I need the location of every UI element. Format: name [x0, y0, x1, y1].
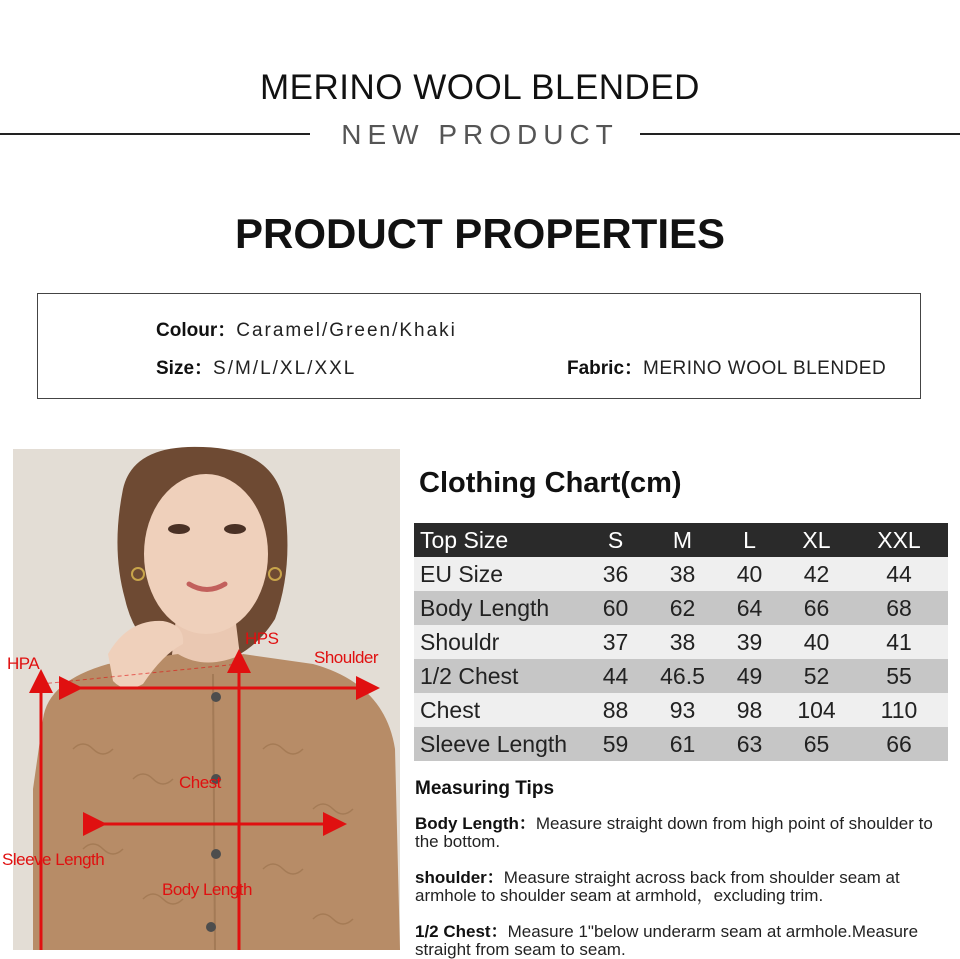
fabric-label: Fabric：: [567, 358, 644, 379]
properties-heading: PRODUCT PROPERTIES: [234, 210, 726, 257]
body-length-label: Body Length: [162, 880, 252, 899]
fabric-property: [567, 353, 886, 380]
table-cell: 62: [649, 591, 716, 625]
table-cell: 44: [582, 659, 649, 693]
table-cell: 38: [649, 557, 716, 591]
table-cell: 37: [582, 625, 649, 659]
table-header-cell: S: [582, 523, 649, 557]
page-subtitle: NEW PRODUCT: [341, 119, 619, 150]
tip-shoulder: [415, 869, 935, 905]
table-cell: 64: [716, 591, 783, 625]
table-cell: 68: [850, 591, 948, 625]
sleeve-length-label: Sleeve Length: [2, 850, 105, 869]
hps-label: HPS: [245, 629, 279, 648]
table-cell: 88: [582, 693, 649, 727]
table-cell: 46.5: [649, 659, 716, 693]
table-cell: 66: [783, 591, 850, 625]
table-row: [414, 659, 948, 693]
page-title: MERINO WOOL BLENDED: [260, 68, 700, 107]
tip-text: Measure straight down from high point of shoulder to the bottom.: [415, 814, 933, 851]
table-cell: 42: [783, 557, 850, 591]
size-table: [414, 523, 948, 761]
row-label: Chest: [414, 693, 582, 727]
row-label: Shouldr: [414, 625, 582, 659]
tip-body-length: [415, 815, 935, 851]
tip-label: shoulder：: [415, 868, 504, 887]
table-cell: 65: [783, 727, 850, 761]
table-cell: 38: [649, 625, 716, 659]
table-header-cell: XXL: [850, 523, 948, 557]
chest-label: Chest: [179, 773, 221, 792]
table-cell: 104: [783, 693, 850, 727]
hpa-label: HPA: [7, 654, 40, 673]
size-value: S/M/L/XL/XXL: [213, 358, 357, 379]
left-eye: [168, 524, 190, 534]
colour-property: [156, 315, 457, 342]
tip-text: Measure 1"below underarm seam at armhole.Measure straight from seam to seam.: [415, 922, 919, 959]
row-label: EU Size: [414, 557, 582, 591]
tip-label: 1/2 Chest：: [415, 922, 508, 941]
tip-text: Measure straight across back from shoulder seam at armhole to shoulder seam at armhold，excluding trim.: [415, 868, 900, 905]
colour-label: Colour：: [156, 320, 237, 341]
table-cell: 40: [783, 625, 850, 659]
table-cell: 98: [716, 693, 783, 727]
table-header-cell: M: [649, 523, 716, 557]
table-cell: 93: [649, 693, 716, 727]
table-cell: 49: [716, 659, 783, 693]
tip-half-chest: [415, 923, 935, 959]
size-property: [156, 353, 356, 380]
row-label: Body Length: [414, 591, 582, 625]
table-header-cell: L: [716, 523, 783, 557]
table-row: [414, 557, 948, 591]
table-header-cell: Top Size: [414, 523, 582, 557]
table-row: [414, 625, 948, 659]
table-cell: 66: [850, 727, 948, 761]
table-cell: 41: [850, 625, 948, 659]
fabric-value: MERINO WOOL BLENDED: [643, 358, 887, 379]
table-cell: 52: [783, 659, 850, 693]
tip-label: Body Length：: [415, 814, 536, 833]
table-row: [414, 693, 948, 727]
model-illustration: [2, 449, 400, 950]
table-cell: 39: [716, 625, 783, 659]
row-label: 1/2 Chest: [414, 659, 582, 693]
table-cell: 60: [582, 591, 649, 625]
chart-title: Clothing Chart(cm): [419, 467, 682, 499]
table-cell: 44: [850, 557, 948, 591]
table-cell: 61: [649, 727, 716, 761]
model-photo: [2, 449, 400, 950]
table-cell: 40: [716, 557, 783, 591]
shoulder-label: Shoulder: [314, 648, 379, 667]
table-header-cell: XL: [783, 523, 850, 557]
table-cell: 36: [582, 557, 649, 591]
table-row: [414, 727, 948, 761]
row-label: Sleeve Length: [414, 727, 582, 761]
right-eye: [224, 524, 246, 534]
properties-box: [37, 293, 921, 399]
size-label: Size：: [156, 358, 214, 379]
table-cell: 63: [716, 727, 783, 761]
table-row: [414, 591, 948, 625]
tips-title: Measuring Tips: [415, 778, 555, 799]
table-header-row: [414, 523, 948, 557]
face-shape: [144, 474, 268, 634]
table-cell: 59: [582, 727, 649, 761]
table-cell: 110: [850, 693, 948, 727]
colour-value: Caramel/Green/Khaki: [236, 320, 457, 341]
table-cell: 55: [850, 659, 948, 693]
